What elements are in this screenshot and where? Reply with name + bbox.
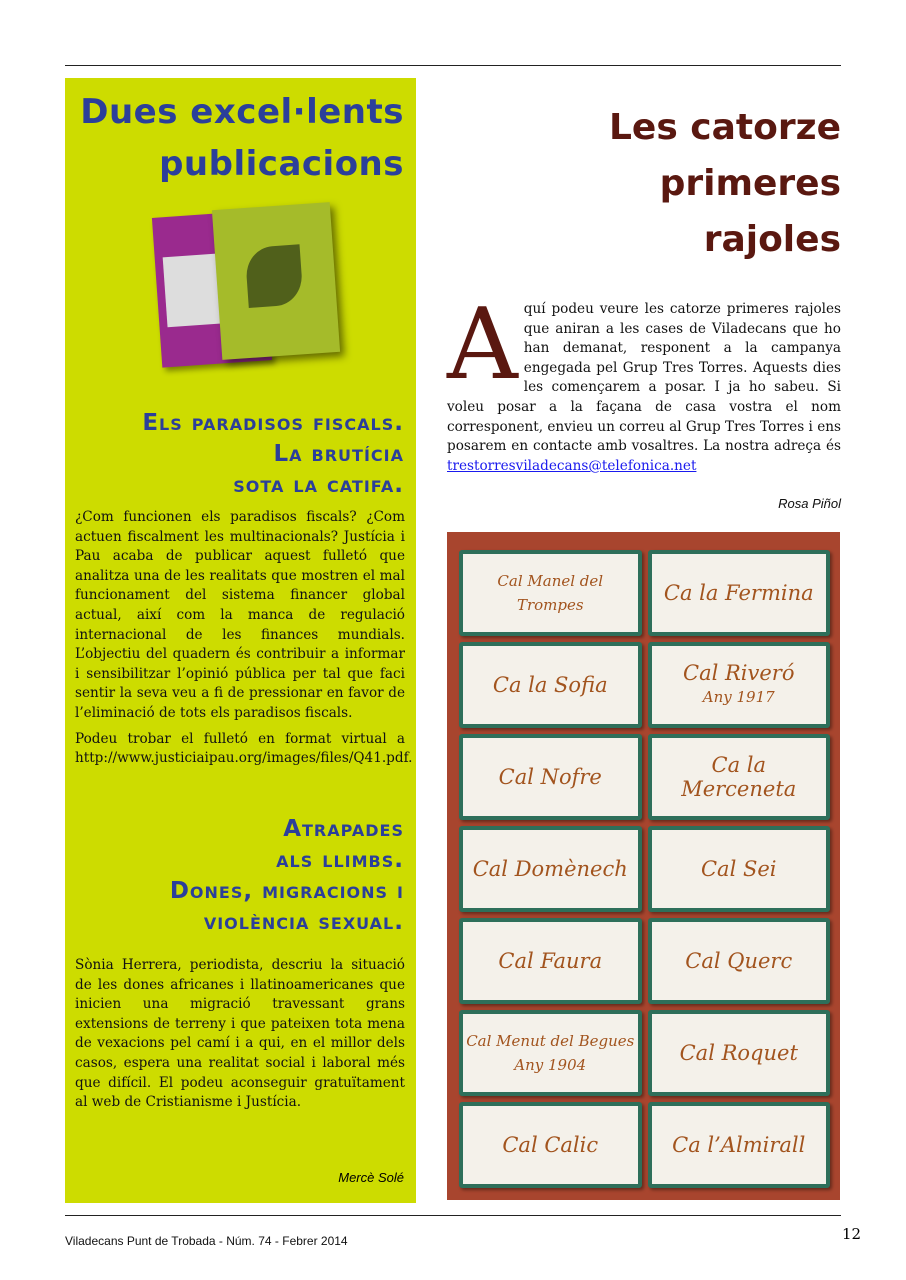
name-tile bbox=[459, 642, 642, 728]
section1-body bbox=[75, 508, 413, 769]
section2-body bbox=[75, 956, 405, 1113]
name-tile bbox=[459, 1010, 642, 1096]
name-tile bbox=[648, 734, 831, 820]
section1-heading bbox=[142, 408, 404, 501]
tiles-photo bbox=[447, 532, 840, 1200]
name-tile bbox=[459, 1102, 642, 1188]
tile-name: Cal Domènech bbox=[472, 857, 628, 881]
heading-line: Els paradisos fiscals. bbox=[142, 410, 404, 436]
publication-covers-image bbox=[157, 206, 337, 366]
bottom-rule bbox=[65, 1215, 841, 1216]
tile-name: Ca la Sofia bbox=[492, 673, 608, 697]
paragraph: ¿Com funcionen els paradisos fiscals? ¿Com actuen fiscalment les multinacionals? Justícia i Pau acaba de publicar aquest fulletó que analitza una de les realitats que mostren el mal funcionament del sistema financer global actual, així com la manca de regulació internacional de les finances mundials. L’objectiu del quadern és contribuir a informar i sensibilitzar l’opinió pública per tal que faci sentir la seva veu a fi de pressionar en favor de l’eliminació de tots els paradisos fiscals. bbox=[75, 509, 405, 721]
heading-line: violència sexual. bbox=[203, 909, 404, 935]
signature: Rosa Piñol bbox=[778, 496, 841, 512]
heading-line: Dones, migracions i bbox=[169, 878, 404, 904]
title-line: primeres bbox=[659, 163, 841, 204]
article-text: quí podeu veure les catorze primeres rajoles que aniran a les cases de Viladecans que ho han demanat, responent a la campanya engegada pel Grup Tres Torres. Aquests dies les començarem a posar. I ja ho sabeu. Si voleu posar a la façana de casa vostra el nom corresponent, envieu un correu al Grup Tres Torres i ens posarem en contacte amb vosaltres. La nostra adreça és bbox=[447, 301, 841, 455]
cover-atrapades bbox=[212, 202, 340, 360]
title-line: Les catorze bbox=[608, 107, 841, 148]
tile-name: Cal Faura bbox=[498, 949, 603, 973]
tile-name: Cal Calic bbox=[502, 1133, 599, 1157]
email-link[interactable]: trestorresviladecans@telefonica.net bbox=[447, 457, 697, 474]
tile-name: Cal Manel del Trompes bbox=[497, 572, 604, 614]
heading-line: sota la catifa. bbox=[233, 472, 404, 498]
heading-line: Atrapades bbox=[283, 816, 404, 842]
box-title bbox=[80, 86, 404, 190]
name-tile bbox=[648, 1102, 831, 1188]
heading-line: La brutícia bbox=[273, 441, 404, 467]
name-tile bbox=[648, 918, 831, 1004]
name-tile bbox=[459, 734, 642, 820]
tile-name: Cal Riveró bbox=[683, 661, 795, 685]
tile-year: Any 1917 bbox=[702, 688, 775, 706]
name-tile bbox=[459, 550, 642, 636]
name-tile bbox=[459, 918, 642, 1004]
name-tile bbox=[648, 642, 831, 728]
page-number: 12 bbox=[842, 1225, 862, 1243]
name-tile bbox=[648, 1010, 831, 1096]
paragraph: Podeu trobar el fulletó en format virtual a http://www.justiciaipau.org/images/files/Q41.pdf. bbox=[75, 730, 413, 767]
heading-line: als llimbs. bbox=[276, 847, 404, 873]
title-line: Dues excel·lents bbox=[80, 92, 404, 132]
tile-name: Ca l’Almirall bbox=[672, 1133, 806, 1157]
name-tile bbox=[459, 826, 642, 912]
signature: Mercè Solé bbox=[338, 1170, 404, 1185]
name-tile bbox=[648, 550, 831, 636]
tile-name: Cal Querc bbox=[685, 949, 793, 973]
tile-name: Ca la Fermina bbox=[663, 581, 814, 605]
tile-year: Any 1904 bbox=[514, 1056, 587, 1074]
section2-heading bbox=[170, 814, 404, 938]
paragraph: Sònia Herrera, periodista, descriu la situació de les dones africanes i llatinoamericanes que inicien una migració travessant grans extensions de terreny i que pateixen tota mena de vexacions pel camí i a qui, en el millor dels casos, espera una realitat social i laboral més que difícil. El podeu aconseguir gratuïtament al web de Cristianisme i Justícia. bbox=[75, 957, 405, 1111]
title-line: publicacions bbox=[159, 144, 404, 184]
name-tile bbox=[648, 826, 831, 912]
title-line: rajoles bbox=[703, 219, 841, 260]
tile-name: Cal Menut del Begues bbox=[466, 1032, 635, 1050]
article-body bbox=[447, 288, 841, 514]
top-rule bbox=[65, 65, 841, 66]
footer-publication: Viladecans Punt de Trobada - Núm. 74 - Febrer 2014 bbox=[65, 1234, 348, 1248]
article-title bbox=[609, 100, 841, 268]
drop-cap: A bbox=[447, 288, 518, 402]
tile-name: Cal Roquet bbox=[679, 1041, 798, 1065]
tile-name: Ca la Merceneta bbox=[681, 753, 797, 801]
tile-name: Cal Nofre bbox=[498, 765, 602, 789]
publications-box bbox=[65, 78, 416, 1203]
tile-name: Cal Sei bbox=[700, 857, 777, 881]
